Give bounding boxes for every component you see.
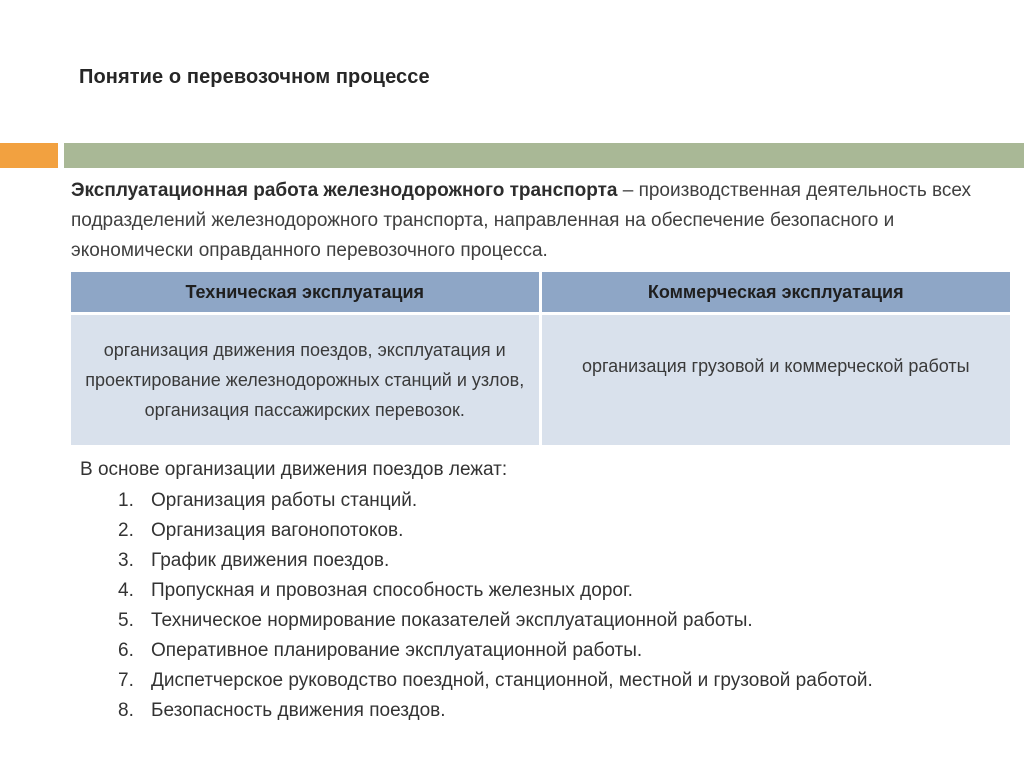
list-item-text: Безопасность движения поездов. xyxy=(151,700,446,721)
slide-title: Понятие о перевозочном процессе xyxy=(79,66,430,88)
list-item-text: График движения поездов. xyxy=(151,550,390,571)
list-item xyxy=(118,606,998,636)
table-row xyxy=(71,314,1010,446)
list-item-number: 6. xyxy=(118,640,134,661)
list-item xyxy=(118,576,998,606)
basis-list xyxy=(118,486,998,726)
list-item xyxy=(118,546,998,576)
list-item xyxy=(118,486,998,516)
list-item xyxy=(118,636,998,666)
table-header-row xyxy=(71,272,1010,314)
header-technical: Техническая эксплуатация xyxy=(71,272,540,314)
list-item xyxy=(118,666,998,696)
accent-bar-green xyxy=(64,143,1024,168)
definition-paragraph xyxy=(71,176,1001,266)
list-item-text: Диспетчерское руководство поездной, станционной, местной и грузовой работой. xyxy=(151,670,873,691)
list-item-number: 3. xyxy=(118,550,134,571)
operations-table xyxy=(71,272,1010,445)
list-item-text: Пропускная и провозная способность железных дорог. xyxy=(151,580,633,601)
list-item xyxy=(118,696,998,726)
header-commercial: Коммерческая эксплуатация xyxy=(540,272,1010,314)
list-item-number: 1. xyxy=(118,490,134,511)
list-item-number: 2. xyxy=(118,520,134,541)
list-item-number: 5. xyxy=(118,610,134,631)
list-item-number: 8. xyxy=(118,700,134,721)
cell-commercial: организация грузовой и коммерческой работы xyxy=(540,314,1010,446)
list-item-number: 7. xyxy=(118,670,134,691)
list-item xyxy=(118,516,998,546)
list-item-text: Организация вагонопотоков. xyxy=(151,520,404,541)
definition-text: – производственная деятельность всех подразделений железнодорожного транспорта, направленная на обеспечение безопасного и экономически оправданного перевозочного процесса. xyxy=(71,180,972,261)
list-item-text: Организация работы станций. xyxy=(151,490,418,511)
accent-bar-orange xyxy=(0,143,58,168)
cell-technical: организация движения поездов, эксплуатация и проектирование железнодорожных станций и узлов, организация пассажирских перевозок. xyxy=(71,314,540,446)
basis-intro: В основе организации движения поездов лежат: xyxy=(80,459,508,480)
definition-term: Эксплуатационная работа железнодорожного транспорта xyxy=(71,180,618,201)
list-item-number: 4. xyxy=(118,580,134,601)
list-item-text: Техническое нормирование показателей эксплуатационной работы. xyxy=(151,610,753,631)
list-item-text: Оперативное планирование эксплуатационной работы. xyxy=(151,640,643,661)
